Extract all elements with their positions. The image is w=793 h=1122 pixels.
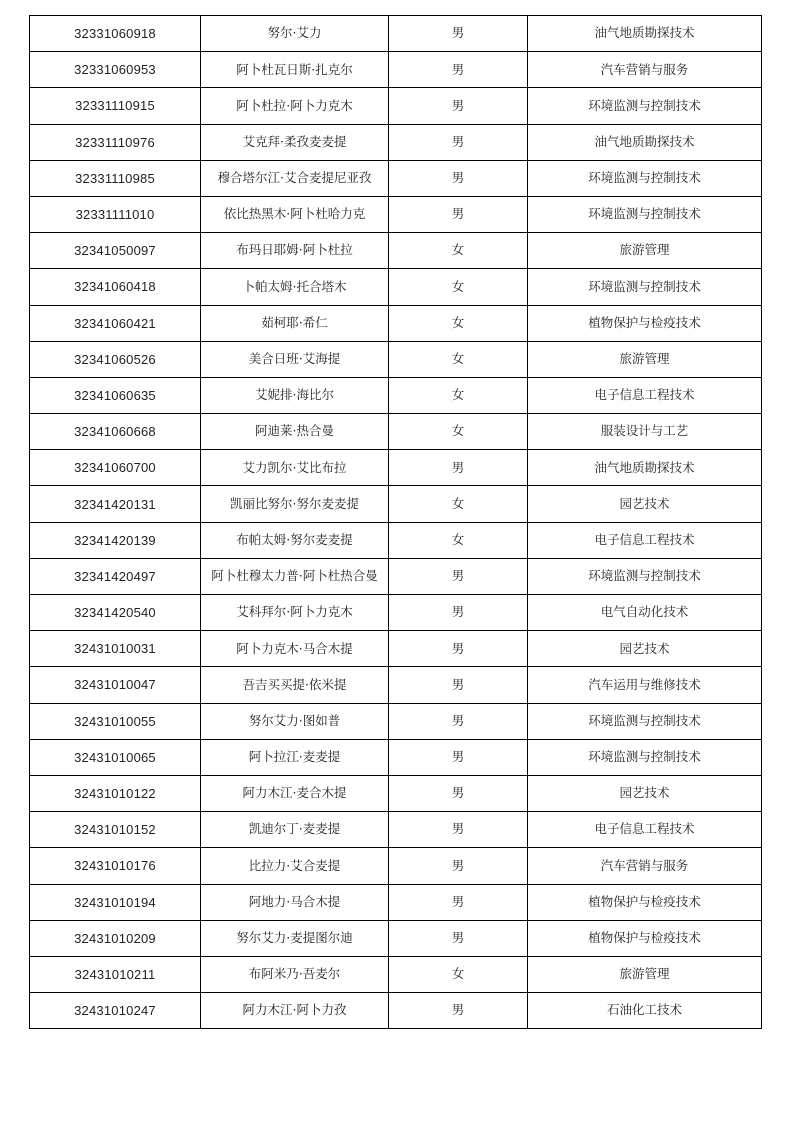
gender-cell: 男 <box>389 884 528 920</box>
student-name-cell: 卜帕太姆·托合塔木 <box>201 269 389 305</box>
student-name-cell: 艾克拜·柔孜麦麦提 <box>201 124 389 160</box>
major-cell: 旅游管理 <box>528 341 762 377</box>
major-cell: 汽车运用与维修技术 <box>528 667 762 703</box>
gender-cell: 男 <box>389 920 528 956</box>
gender-cell: 男 <box>389 775 528 811</box>
gender-cell: 男 <box>389 88 528 124</box>
table-row <box>30 884 762 920</box>
major-cell: 环境监测与控制技术 <box>528 739 762 775</box>
student-name-cell: 布玛日耶姆·阿卜杜拉 <box>201 233 389 269</box>
student-name-cell: 阿地力·马合木提 <box>201 884 389 920</box>
student-roster-table <box>29 15 762 1029</box>
student-name-cell: 穆合塔尔江·艾合麦提尼亚孜 <box>201 160 389 196</box>
student-id-cell: 32331110985 <box>30 160 201 196</box>
gender-cell: 女 <box>389 414 528 450</box>
student-name-cell: 吾吉买买提·依米提 <box>201 667 389 703</box>
student-name-cell: 依比热黑木·阿卜杜哈力克 <box>201 196 389 232</box>
table-row <box>30 486 762 522</box>
gender-cell: 女 <box>389 486 528 522</box>
gender-cell: 男 <box>389 993 528 1029</box>
major-cell: 旅游管理 <box>528 233 762 269</box>
student-id-cell: 32341420497 <box>30 558 201 594</box>
student-id-cell: 32431010176 <box>30 848 201 884</box>
table-row <box>30 305 762 341</box>
student-name-cell: 艾妮排·海比尔 <box>201 377 389 413</box>
student-name-cell: 阿卜力克木·马合木提 <box>201 631 389 667</box>
gender-cell: 男 <box>389 160 528 196</box>
student-name-cell: 阿力木江·麦合木提 <box>201 775 389 811</box>
major-cell: 汽车营销与服务 <box>528 52 762 88</box>
student-id-cell: 32341060668 <box>30 414 201 450</box>
student-name-cell: 茹柯耶·希仁 <box>201 305 389 341</box>
student-name-cell: 努尔·艾力 <box>201 16 389 52</box>
table-row <box>30 595 762 631</box>
student-id-cell: 32331110976 <box>30 124 201 160</box>
student-id-cell: 32331060918 <box>30 16 201 52</box>
gender-cell: 男 <box>389 703 528 739</box>
student-id-cell: 32331111010 <box>30 196 201 232</box>
student-id-cell: 32431010152 <box>30 812 201 848</box>
student-id-cell: 32431010247 <box>30 993 201 1029</box>
student-name-cell: 努尔艾力·图如普 <box>201 703 389 739</box>
table-row <box>30 52 762 88</box>
student-name-cell: 比拉力·艾合麦提 <box>201 848 389 884</box>
student-id-cell: 32341420540 <box>30 595 201 631</box>
gender-cell: 女 <box>389 377 528 413</box>
gender-cell: 女 <box>389 956 528 992</box>
table-row <box>30 956 762 992</box>
student-id-cell: 32331110915 <box>30 88 201 124</box>
student-id-cell: 32431010211 <box>30 956 201 992</box>
table-row <box>30 414 762 450</box>
table-row <box>30 160 762 196</box>
gender-cell: 女 <box>389 269 528 305</box>
gender-cell: 男 <box>389 196 528 232</box>
major-cell: 电子信息工程技术 <box>528 522 762 558</box>
major-cell: 植物保护与检疫技术 <box>528 305 762 341</box>
gender-cell: 男 <box>389 848 528 884</box>
major-cell: 石油化工技术 <box>528 993 762 1029</box>
student-name-cell: 努尔艾力·麦提图尔迪 <box>201 920 389 956</box>
student-id-cell: 32331060953 <box>30 52 201 88</box>
major-cell: 电子信息工程技术 <box>528 812 762 848</box>
table-row <box>30 812 762 848</box>
student-id-cell: 32341420131 <box>30 486 201 522</box>
roster-table-body <box>30 16 762 1029</box>
student-id-cell: 32341060526 <box>30 341 201 377</box>
student-id-cell: 32431010055 <box>30 703 201 739</box>
student-name-cell: 阿卜杜拉·阿卜力克木 <box>201 88 389 124</box>
gender-cell: 男 <box>389 667 528 703</box>
table-row <box>30 667 762 703</box>
gender-cell: 男 <box>389 595 528 631</box>
major-cell: 汽车营销与服务 <box>528 848 762 884</box>
table-row <box>30 233 762 269</box>
student-id-cell: 32341060418 <box>30 269 201 305</box>
major-cell: 环境监测与控制技术 <box>528 703 762 739</box>
table-row <box>30 124 762 160</box>
roster-table-container <box>29 15 762 1029</box>
table-row <box>30 196 762 232</box>
gender-cell: 女 <box>389 233 528 269</box>
table-row <box>30 522 762 558</box>
major-cell: 环境监测与控制技术 <box>528 88 762 124</box>
student-name-cell: 美合日班·艾海提 <box>201 341 389 377</box>
table-row <box>30 739 762 775</box>
major-cell: 园艺技术 <box>528 486 762 522</box>
table-row <box>30 16 762 52</box>
major-cell: 油气地质勘探技术 <box>528 16 762 52</box>
student-name-cell: 阿迪莱·热合曼 <box>201 414 389 450</box>
gender-cell: 女 <box>389 522 528 558</box>
gender-cell: 男 <box>389 812 528 848</box>
gender-cell: 女 <box>389 305 528 341</box>
major-cell: 环境监测与控制技术 <box>528 160 762 196</box>
student-id-cell: 32431010209 <box>30 920 201 956</box>
gender-cell: 男 <box>389 450 528 486</box>
student-name-cell: 阿卜杜穆太力普·阿卜杜热合曼 <box>201 558 389 594</box>
student-id-cell: 32341050097 <box>30 233 201 269</box>
major-cell: 植物保护与检疫技术 <box>528 920 762 956</box>
table-row <box>30 920 762 956</box>
table-row <box>30 269 762 305</box>
student-id-cell: 32341420139 <box>30 522 201 558</box>
table-row <box>30 993 762 1029</box>
major-cell: 植物保护与检疫技术 <box>528 884 762 920</box>
gender-cell: 男 <box>389 558 528 594</box>
student-name-cell: 凯迪尔丁·麦麦提 <box>201 812 389 848</box>
student-id-cell: 32431010031 <box>30 631 201 667</box>
student-name-cell: 布阿米乃·吾麦尔 <box>201 956 389 992</box>
student-id-cell: 32431010194 <box>30 884 201 920</box>
major-cell: 园艺技术 <box>528 631 762 667</box>
major-cell: 环境监测与控制技术 <box>528 269 762 305</box>
table-row <box>30 377 762 413</box>
major-cell: 旅游管理 <box>528 956 762 992</box>
major-cell: 油气地质勘探技术 <box>528 124 762 160</box>
major-cell: 油气地质勘探技术 <box>528 450 762 486</box>
student-name-cell: 阿卜拉江·麦麦提 <box>201 739 389 775</box>
gender-cell: 男 <box>389 52 528 88</box>
gender-cell: 男 <box>389 124 528 160</box>
table-row <box>30 88 762 124</box>
major-cell: 服装设计与工艺 <box>528 414 762 450</box>
gender-cell: 男 <box>389 739 528 775</box>
student-name-cell: 阿卜杜瓦日斯·扎克尔 <box>201 52 389 88</box>
major-cell: 电子信息工程技术 <box>528 377 762 413</box>
student-name-cell: 凯丽比努尔·努尔麦麦提 <box>201 486 389 522</box>
student-id-cell: 32341060421 <box>30 305 201 341</box>
table-row <box>30 558 762 594</box>
student-id-cell: 32431010122 <box>30 775 201 811</box>
student-name-cell: 布帕太姆·努尔麦麦提 <box>201 522 389 558</box>
table-row <box>30 631 762 667</box>
table-row <box>30 450 762 486</box>
table-row <box>30 341 762 377</box>
table-row <box>30 848 762 884</box>
gender-cell: 男 <box>389 16 528 52</box>
student-name-cell: 阿力木江·阿卜力孜 <box>201 993 389 1029</box>
student-id-cell: 32341060635 <box>30 377 201 413</box>
gender-cell: 女 <box>389 341 528 377</box>
major-cell: 环境监测与控制技术 <box>528 196 762 232</box>
gender-cell: 男 <box>389 631 528 667</box>
student-name-cell: 艾力凯尔·艾比布拉 <box>201 450 389 486</box>
student-name-cell: 艾科拜尔·阿卜力克木 <box>201 595 389 631</box>
student-id-cell: 32431010047 <box>30 667 201 703</box>
table-row <box>30 775 762 811</box>
major-cell: 环境监测与控制技术 <box>528 558 762 594</box>
table-row <box>30 703 762 739</box>
major-cell: 电气自动化技术 <box>528 595 762 631</box>
student-id-cell: 32431010065 <box>30 739 201 775</box>
student-id-cell: 32341060700 <box>30 450 201 486</box>
major-cell: 园艺技术 <box>528 775 762 811</box>
